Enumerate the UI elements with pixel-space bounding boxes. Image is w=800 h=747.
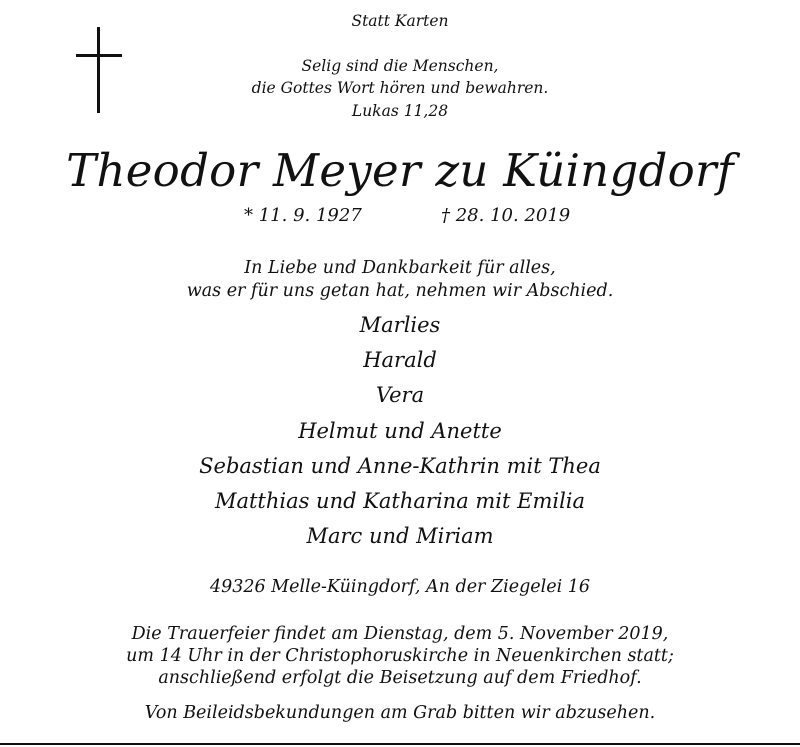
mourner-name: Sebastian und Anne-Kathrin mit Thea [199,454,601,478]
funeral-line-3: anschließend erfolgt die Beisetzung auf dem Friedhof. [158,668,642,688]
verse-line-1: Selig sind die Menschen, [301,57,499,75]
mourner-name: Vera [375,383,425,407]
mourner-name: Helmut und Anette [298,419,502,443]
death-date: † 28. 10. 2019 [441,205,571,226]
deceased-name: Theodor Meyer zu Küingdorf [66,144,734,197]
statt-karten: Statt Karten [351,12,449,30]
verse-reference: Lukas 11,28 [351,102,449,120]
mourner-name: Marlies [359,313,441,337]
message-line-1: In Liebe und Dankbarkeit für alles, [244,258,556,278]
family-address: 49326 Melle-Küingdorf, An der Ziegelei 16 [209,577,591,597]
funeral-line-1: Die Trauerfeier findet am Dienstag, dem 5. November 2019, [131,624,669,644]
mourner-name: Marc und Miriam [306,524,494,548]
mourner-name: Harald [363,348,437,372]
birth-date: * 11. 9. 1927 [244,205,362,226]
funeral-line-2: um 14 Uhr in der Christophoruskirche in Neuenkirchen statt; [126,646,674,666]
funeral-line-4: Von Beileidsbekundungen am Grab bitten wir abzusehen. [144,703,656,723]
mourner-name: Matthias und Katharina mit Emilia [214,489,586,513]
verse-line-2: die Gottes Wort hören und bewahren. [251,79,549,97]
message-line-2: was er für uns getan hat, nehmen wir Abschied. [186,281,614,301]
